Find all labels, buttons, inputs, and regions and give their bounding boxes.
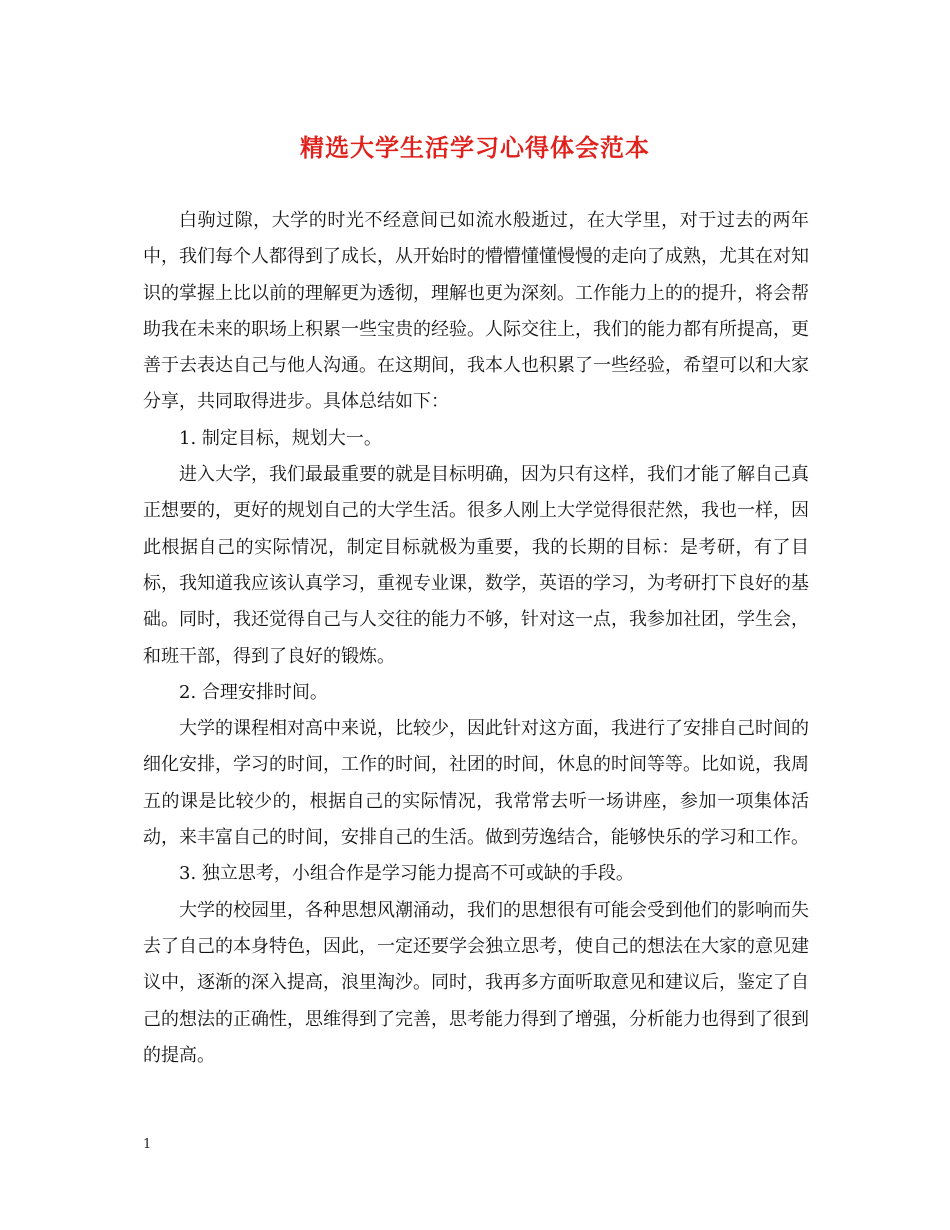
section-paragraph-2: 大学的课程相对高中来说，比较少，因此针对这方面，我进行了安排自己时间的细化安排，学习的时间，工作的时间，社团的时间，休息的时间等等。比如说，我周五的课是比较少的，根据自己的实际情况，我常常去听一场讲座，参加一项集体活动，来丰富自己的时间，安排自己的生活。做到劳逸结合，能够快乐的学习和工作。 bbox=[143, 718, 809, 849]
page-number: 1 bbox=[143, 1137, 152, 1152]
section-heading-3: 3. 独立思考，小组合作是学习能力提高不可或缺的手段。 bbox=[179, 863, 634, 885]
document-body bbox=[143, 203, 809, 1074]
section-heading-1: 1. 制定目标，规划大一。 bbox=[179, 427, 382, 449]
section-paragraph-1: 进入大学，我们最最重要的就是目标明确，因为只有这样，我们才能了解自己真正想要的，更好的规划自己的大学生活。很多人刚上大学觉得很茫然，我也一样，因此根据自己的实际情况，制定目标就极为重要，我的长期的目标：是考研，有了目标，我知道我应该认真学习，重视专业课，数学，英语的学习，为考研打下良好的基础。同时，我还觉得自己与人交往的能力不够，针对这一点，我参加社团，学生会，和班干部，得到了良好的锻炼。 bbox=[143, 464, 809, 667]
section-paragraph-3: 大学的校园里，各种思想风潮涌动，我们的思想很有可能会受到他们的影响而失去了自己的本身特色，因此，一定还要学会独立思考，使自己的想法在大家的意见建议中，逐渐的深入提高，浪里淘沙。同时，我再多方面听取意见和建议后，鉴定了自己的想法的正确性，思维得到了完善，思考能力得到了增强，分析能力也得到了很到的提高。 bbox=[143, 899, 809, 1066]
section-heading-2: 2. 合理安排时间。 bbox=[179, 681, 328, 703]
intro-paragraph: 白驹过隙，大学的时光不经意间已如流水般逝过，在大学里，对于过去的两年中，我们每个人都得到了成长，从开始时的懵懵懂懂慢慢的走向了成熟，尤其在对知识的掌握上比以前的理解更为透彻，理解也更为深刻。工作能力上的的提升，将会帮助我在未来的职场上积累一些宝贵的经验。人际交往上，我们的能力都有所提高，更善于去表达自己与他人沟通。在这期间，我本人也积累了一些经验，希望可以和大家分享，共同取得进步。具体总结如下： bbox=[143, 210, 809, 413]
document-title: 精选大学生活学习心得体会范本 bbox=[300, 133, 650, 162]
